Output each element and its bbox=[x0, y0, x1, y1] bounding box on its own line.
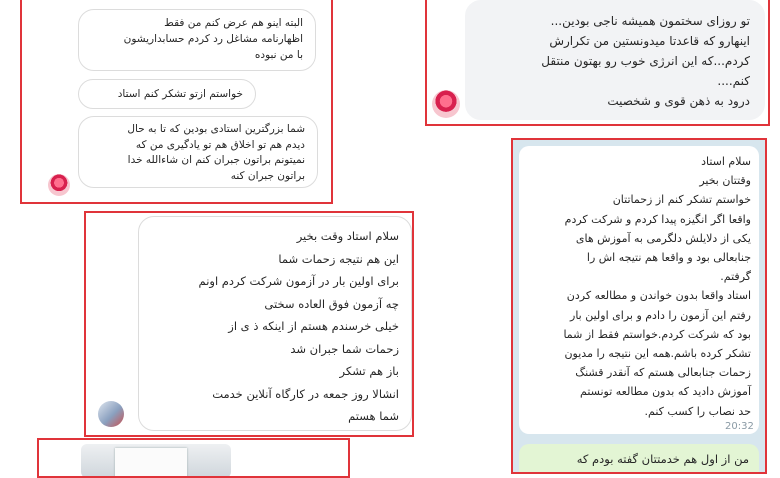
message-line: تو روزای سختمون همیشه ناجی بودین... bbox=[550, 14, 750, 28]
message-line: شما هستم bbox=[348, 409, 399, 423]
message-line: اینهارو که قاعدتا میدونستین من تکرارش bbox=[549, 34, 750, 48]
message-line: سلام استاد bbox=[701, 155, 751, 168]
chat-panel-d bbox=[511, 138, 767, 474]
message-line: البته اینو هم عرض کنم من فقط bbox=[164, 17, 303, 29]
message-line: کنم.... bbox=[717, 74, 750, 88]
message-line: یکی از دلایلش دلگرمی به آموزش های bbox=[575, 231, 751, 245]
message-line: برای اولین بار در آزمون شرکت کردم اونم bbox=[198, 274, 399, 288]
message-bubble bbox=[78, 9, 316, 71]
message-line: تشکر کرده باشم.همه این نتیجه را مدیون bbox=[564, 347, 751, 361]
result-photo bbox=[81, 444, 231, 478]
message-bubble bbox=[519, 146, 759, 434]
message-line: براتون جبران کنه bbox=[230, 169, 305, 182]
message-line: انشالا روز جمعه در کارگاه آنلاین خدمت bbox=[212, 386, 399, 401]
message-line: چه آزمون فوق العاده سختی bbox=[264, 296, 399, 311]
message-line: آموزش دادید که بدون مطالعه تونستم bbox=[580, 385, 751, 399]
avatar bbox=[98, 401, 124, 427]
message-bubble bbox=[78, 116, 318, 188]
message-line: رفتم این آزمون را دادم و برای اولین بار bbox=[570, 308, 751, 322]
avatar bbox=[48, 174, 70, 196]
message-line: گرفتم. bbox=[720, 270, 751, 284]
message-line: وقتتان بخیر bbox=[699, 174, 751, 188]
message-line: اظهارنامه مشاغل رد کردم حسابداریشون bbox=[123, 33, 303, 45]
message-line: خواستم ازتو تشکر کنم استاد bbox=[117, 88, 243, 100]
message-time: 20:32 bbox=[725, 421, 754, 432]
message-line: باز هم تشکر bbox=[339, 364, 399, 378]
avatar bbox=[432, 90, 460, 118]
message-line: واقعا اگر انگیزه پیدا کردم و شرکت کردم bbox=[564, 212, 751, 226]
document-sheet bbox=[115, 448, 187, 478]
message-line: جنابعالی بود و واقعا هم نتیجه اش را bbox=[586, 251, 751, 265]
message-bubble bbox=[465, 0, 765, 120]
message-line: کردم...که این انرژی خوب رو بهتون منتقل bbox=[541, 54, 750, 68]
chat-panel-a bbox=[20, 0, 333, 204]
message-bubble bbox=[138, 216, 412, 431]
chat-panel-b bbox=[425, 0, 770, 126]
chat-panel-e bbox=[37, 438, 350, 478]
message-line: نمیتونم براتون جبران کنم ان شاءالله خدا bbox=[127, 154, 305, 166]
chat-panel-c bbox=[84, 211, 414, 437]
message-line: استاد واقعا بدون خواندن و مطالعه کردن bbox=[566, 289, 751, 303]
message-line: دیدم هم تو اخلاق هم تو یادگیری من که bbox=[135, 138, 305, 151]
message-line: حد نصاب را کسب کنم. bbox=[644, 404, 751, 418]
message-line: سلام استاد وقت بخیر bbox=[296, 229, 399, 243]
message-line: خیلی خرسندم هستم از اینکه ذ ی از bbox=[228, 319, 399, 333]
message-line: بود که شرکت کردم.خواستم فقط از شما bbox=[563, 327, 751, 341]
message-line: من از اول هم خدمتتان گفته بودم که bbox=[576, 452, 749, 466]
message-line: شما بزرگترین استادی بودین که تا به حال bbox=[127, 123, 305, 135]
message-line: خواستم تشکر کنم از زحماتتان bbox=[612, 193, 751, 207]
message-line: زحمات جنابعالی هستم که آنقدر قشنگ bbox=[575, 366, 751, 380]
message-line: این هم نتیجه زحمات شما bbox=[278, 251, 399, 266]
message-line: با من نبوده bbox=[254, 49, 303, 61]
message-bubble bbox=[78, 79, 256, 109]
message-line: زحمات شما جبران شد bbox=[290, 341, 399, 356]
message-line: درود به ذهن قوی و شخصیت bbox=[607, 94, 750, 108]
